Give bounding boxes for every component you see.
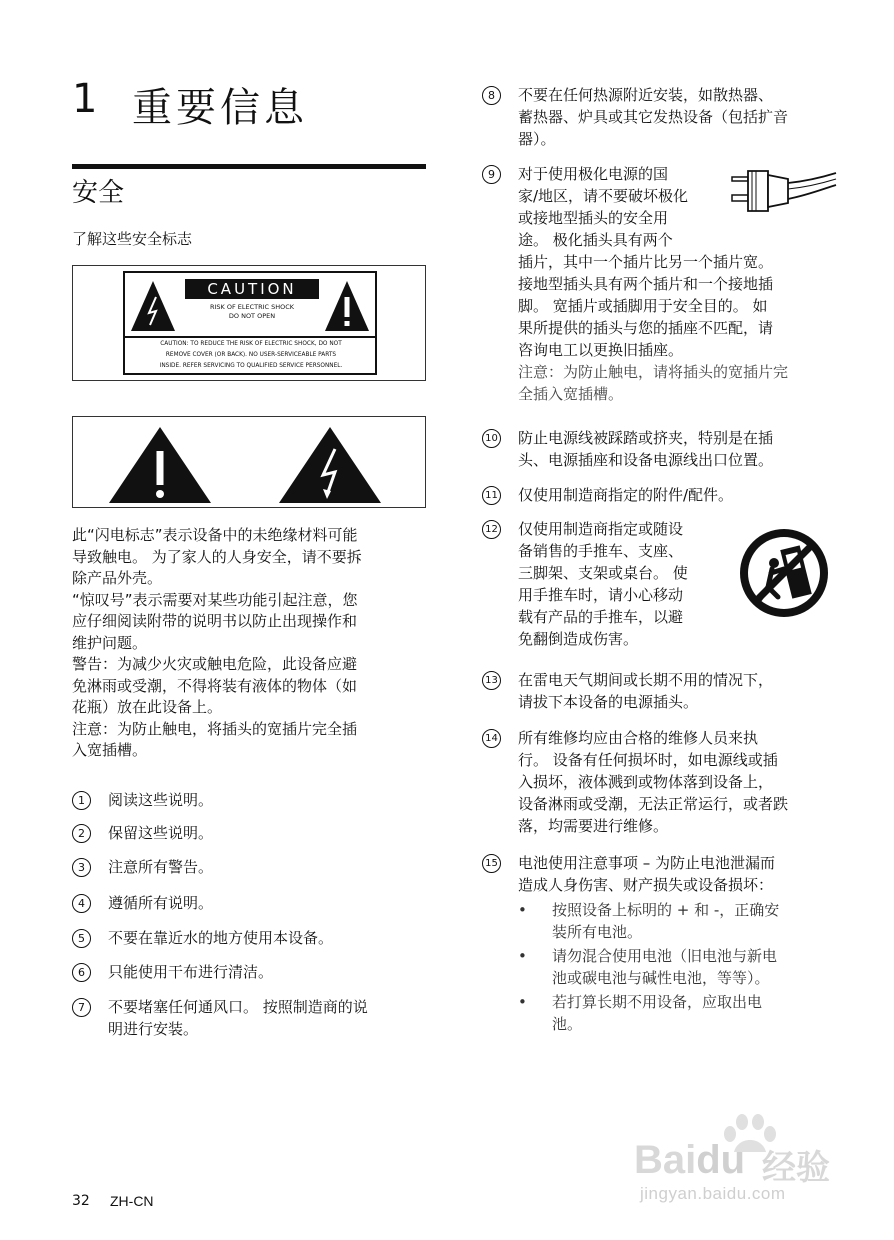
- caution-label-figure: [72, 265, 426, 381]
- paragraph: 注意：为防止触电，将插头的宽插片完全插 入宽插槽。: [72, 719, 358, 759]
- paragraph: 此“闪电标志”表示设备中的未绝缘材料可能 导致触电。 为了家人的人身安全，请不要拆 除产品外壳。: [72, 526, 362, 587]
- caution-note-text: CAUTION: TO REDUCE THE RISK OF ELECTRIC SHOCK, DO NOT REMOVE COVER (OR BACK). NO USER-SERVICEABLE PARTS INSIDE. REFER SERVICING TO QUALIFIED SERVICE PERSONNEL.: [159, 341, 343, 369]
- section-rule: [72, 164, 426, 169]
- lightning-triangle-icon: [129, 279, 177, 333]
- page-number: 32: [72, 1193, 90, 1209]
- caution-risk-text: RISK OF ELECTRIC SHOCK DO NOT OPEN: [209, 303, 295, 320]
- language-code: ZH-CN: [110, 1193, 154, 1209]
- safety-paragraphs: [72, 525, 432, 762]
- caution-header: CAUTION: [185, 279, 319, 299]
- baidu-jingyan-watermark: Baidu 经验 jingyan.baidu.com: [634, 1112, 844, 1207]
- caution-label: [123, 271, 377, 375]
- warning-symbols-figure: [72, 416, 426, 508]
- section-title: 安全: [72, 178, 125, 208]
- polarized-plug-icon: [728, 165, 838, 217]
- exclamation-triangle-icon: [107, 425, 213, 505]
- paragraph: 警告：为减少火灾或触电危险，此设备应避 免淋雨或受潮，不得将装有液体的物体（如 花瓶）放在此设备上。: [72, 655, 358, 716]
- exclamation-triangle-icon: [323, 279, 371, 333]
- chapter-number: 1: [72, 76, 99, 122]
- intro-text: 了解这些安全标志: [72, 230, 193, 248]
- chapter-title: 重要信息: [132, 85, 308, 131]
- cart-tip-over-warning-icon: [738, 527, 830, 619]
- paragraph: “惊叹号”表示需要对某些功能引起注意，您 应仔细阅读附带的说明书以防止出现操作和 维护问题。: [72, 590, 358, 652]
- lightning-triangle-icon: [277, 425, 383, 505]
